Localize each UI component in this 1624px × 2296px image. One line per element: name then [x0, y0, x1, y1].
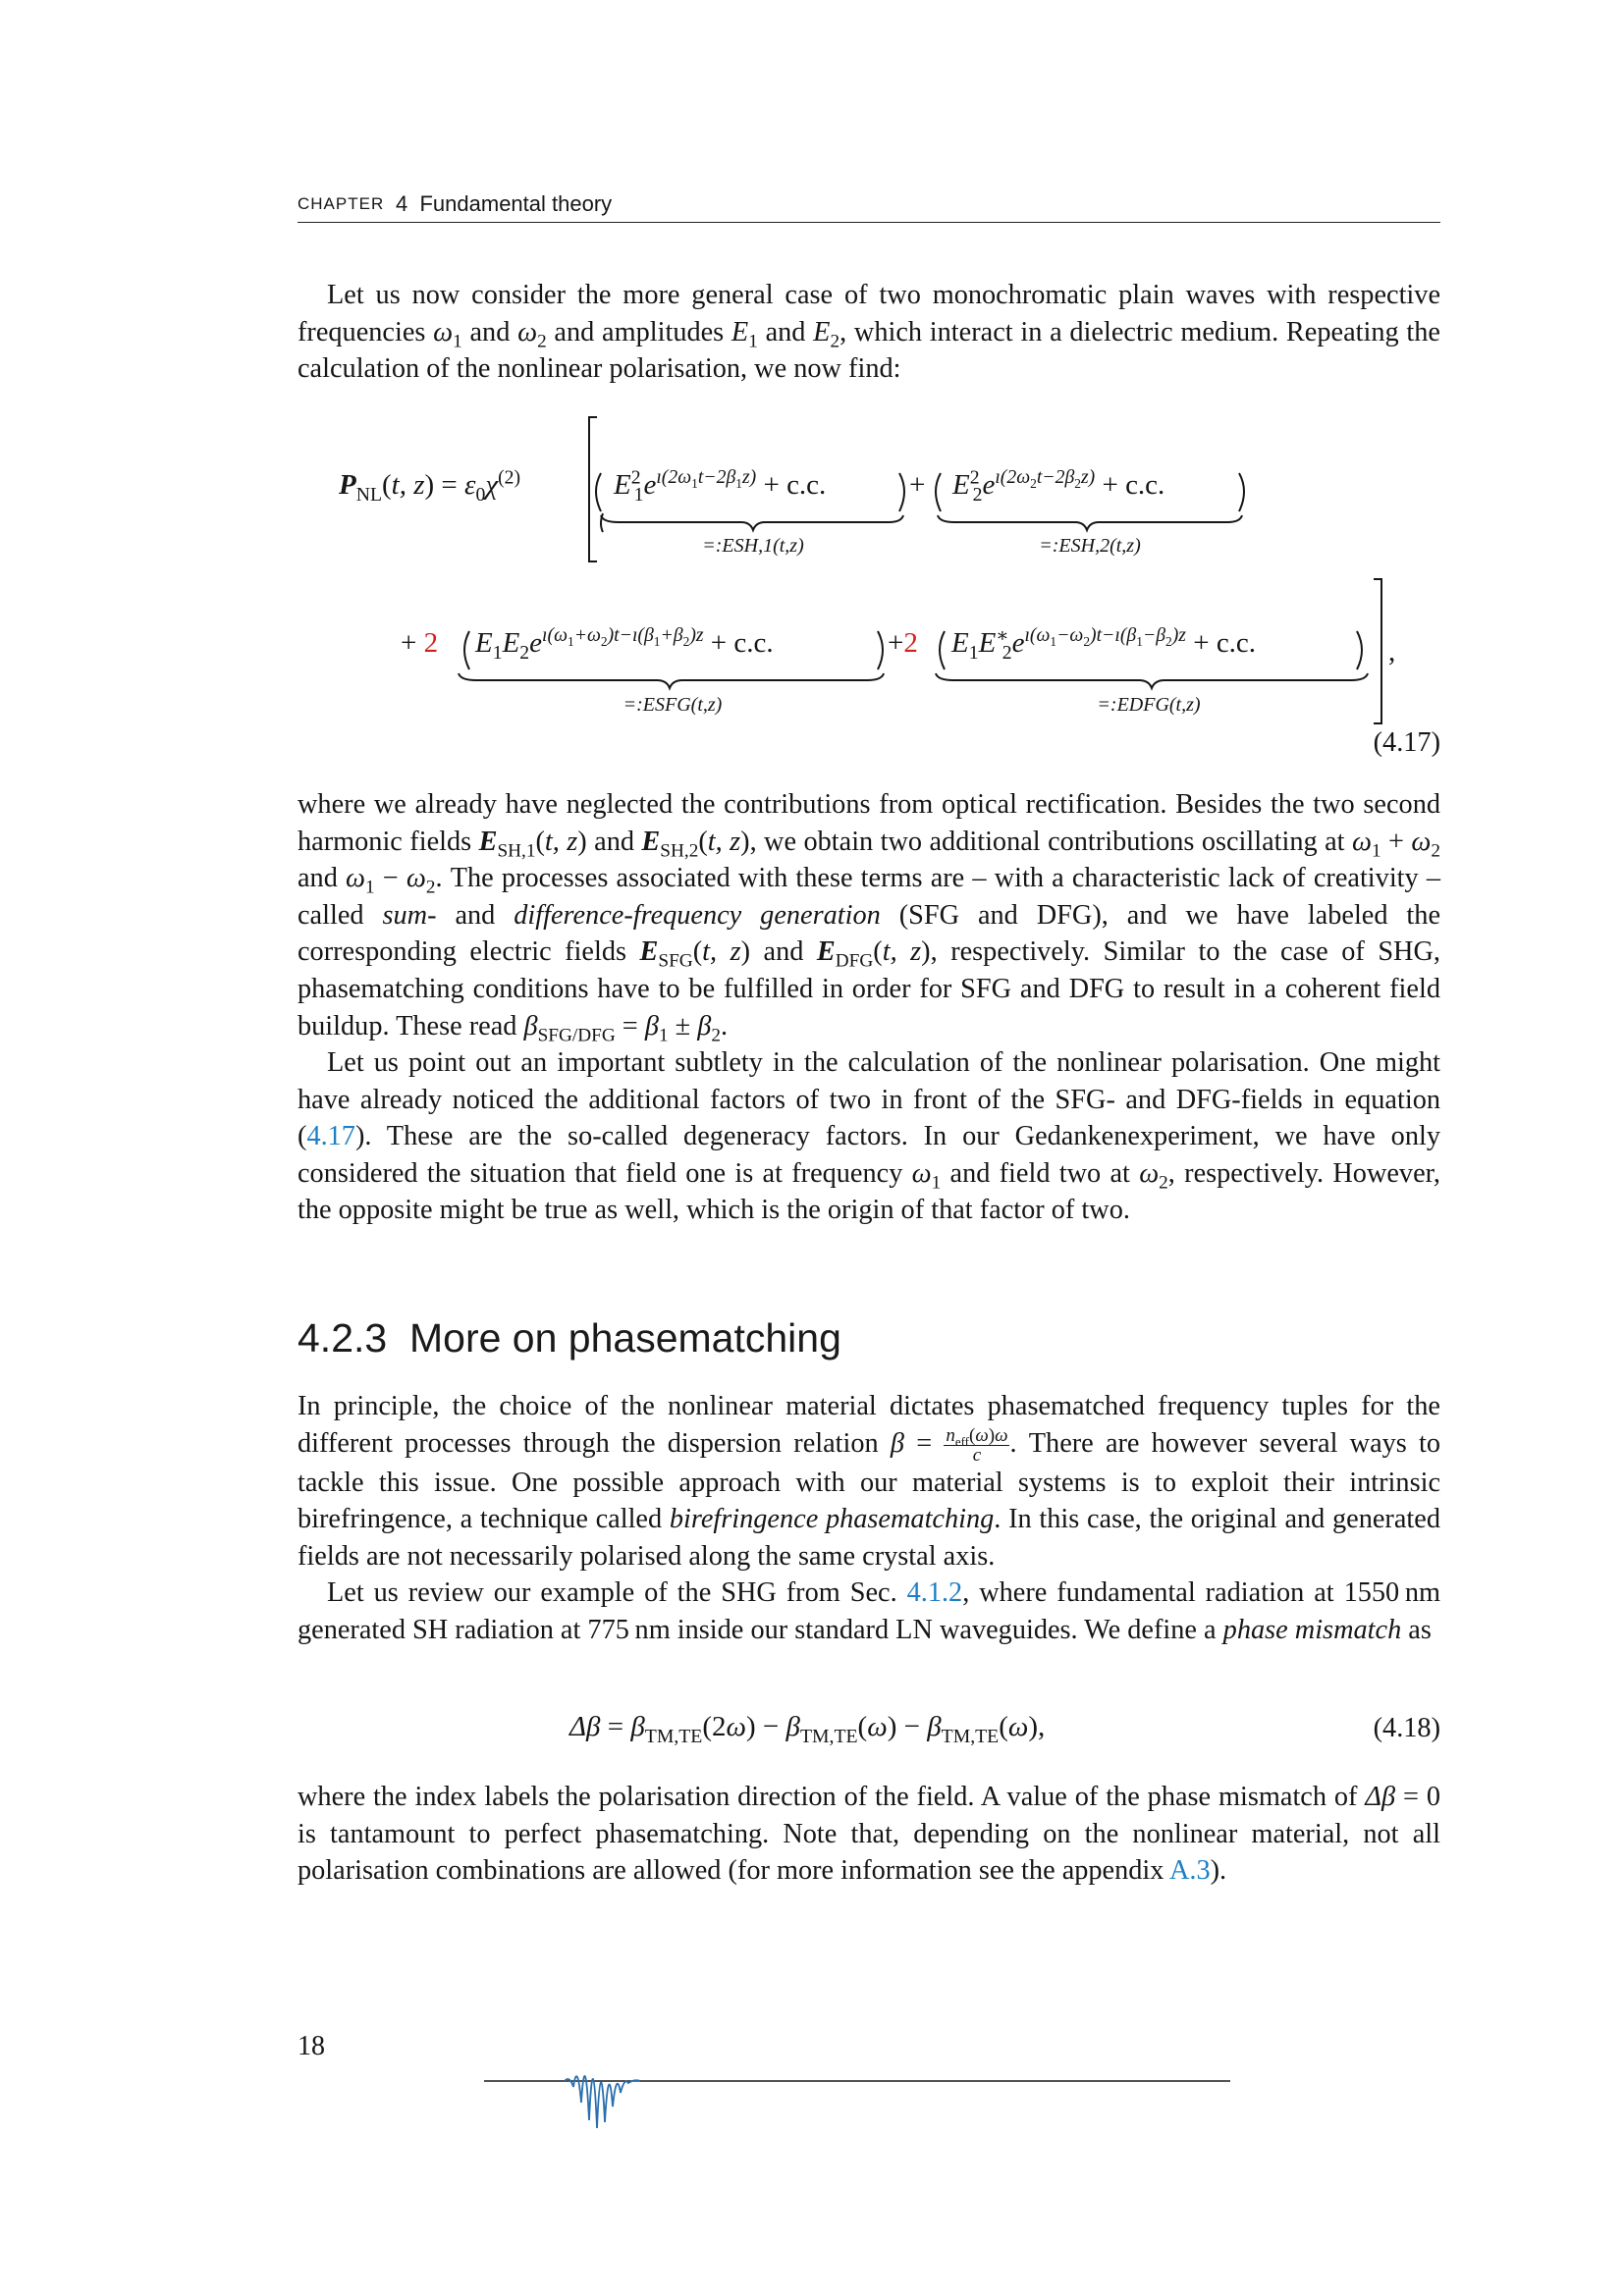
- paragraph-shg-example: Let us review our example of the SHG from Sec. 4.1.2, where fundamental radiation at 1550 nm generated SH radiation at 775 nm inside our standard LN waveguides. We define a phase mismatch as: [298, 1577, 1440, 1645]
- underbrace-label-sfg: =:ESFG(t,z): [623, 694, 723, 716]
- equation-417-line2-plus: + 2: [401, 627, 439, 659]
- link-eq-417[interactable]: 4.17: [306, 1121, 355, 1152]
- equation-417-graphics: [0, 0, 1624, 746]
- equation-plus: +: [909, 469, 926, 501]
- paragraph-intro: Let us now consider the more general case of two monochromatic plain waves with respective frequencies $\omega_1$ and $\omega_2$ and amplitudes $E_1$ and $E_2$, which interact in a dielectric medium. Repeating the calculation of the nonlinear polarisation, we now find:: [298, 280, 1440, 385]
- paragraph-sfg-dfg: where we already have neglected the contributions from optical rectification. Besides the two second harmonic fields $E_{SH,1}(t$, z) and $E_{SH,2}(t$, z), we obtain two additional contributions oscillating at $\omega_1 + \omega_2$ and $\omega_1 - \omega_2$. The processes associated with these terms are – with a characteristic lack of creativity – called sum- and difference-frequency generation (SFG and DFG), and we have labeled the corresponding electric fields $E_{SFG}(t$, z) and $E_{DFG}(t$, z), respectively. Similar to the case of SHG, phasematching conditions have to be fulfilled in order for SFG and DFG to result in a coherent field buildup. These read $\beta_{SFG/DFG} = \beta_1 \pm \beta_2$.: [298, 789, 1441, 1046]
- equation-term-sh2: $E^2_2e^{ı(2\omega_2t-2\beta_2z)} + c.c$.: [952, 466, 1165, 506]
- link-sec-412[interactable]: 4.1.2: [906, 1577, 963, 1608]
- term-sum: sum-: [382, 899, 437, 931]
- equation-number-417: (4.17): [1373, 727, 1440, 758]
- equation-term-dfg: $E_1E^∗_2e^{ı(\omega_1-\omega_2)t-ı(\beta_1-\beta_2)z} + c.c$.: [951, 624, 1257, 664]
- paragraph-mismatch: where the index labels the polarisation direction of the field. A value of the phase mismatch of Δβ = 0 is tantamount to perfect phasematching. Note that, depending on the nonlinear material, not all polarisation combinations are allowed (for more information see the appendix A.3).: [298, 1782, 1441, 1887]
- underbrace-label-sh2: =:ESH,2(t,z): [1039, 535, 1141, 557]
- term-phase-mismatch: phase mismatch: [1222, 1614, 1402, 1645]
- section-heading: 4.2.3 More on phasematching: [298, 1315, 841, 1361]
- underbrace-label-dfg: =:EDFG(t,z): [1097, 694, 1201, 716]
- footer-wave-decoration: [0, 2012, 1624, 2150]
- equation-term-sh1: $E^2_1e^{ı(2\omega_1t-2\beta_1z)} + c.c$.: [614, 466, 827, 506]
- term-birefringence: birefringence phasematching: [669, 1504, 995, 1535]
- equation-term-sfg: $E_1E_2e^{ı(\omega_1+\omega_2)t-ı(\beta_1+\beta_2)z} + c.c$.: [475, 624, 774, 664]
- equation-comma: ,: [1388, 636, 1396, 667]
- equation-number-418: (4.18): [1373, 1713, 1440, 1743]
- link-appendix-a3[interactable]: A.3: [1168, 1855, 1211, 1887]
- equation-417-line1: $P_{NL}(t$, $z) = \varepsilon_0\chi^{(2)}$: [339, 466, 521, 506]
- chapter-label: CHAPTER: [298, 194, 385, 213]
- page-number: 18: [298, 2031, 325, 2061]
- term-dfg: difference-frequency generation: [514, 899, 881, 931]
- paragraph-birefringence: In principle, the choice of the nonlinear material dictates phasematched frequency tuples for the different processes through the dispersion relation β = $\frac{n_{eff}(\omega)\omega}{c}$ . There are however several ways to tackle this issue. One possible approach with our material systems is to exploit their intrinsic birefringence, a technique called birefringence phasematching. In this case, the original and generated fields are not necessarily polarised along the same crystal axis.: [298, 1391, 1441, 1572]
- fraction-dispersion: $\frac{n_{eff}(\omega)\omega}{c}$: [946, 1424, 1008, 1466]
- underbrace-label-sh1: =:ESH,1(t,z): [702, 535, 804, 557]
- chapter-title: 4 Fundamental theory: [396, 191, 613, 216]
- equation-plus-2: +2: [888, 627, 918, 659]
- paragraph-degeneracy: Let us point out an important subtlety in the calculation of the nonlinear polarisation. One might have already noticed the additional factors of two in front of the SFG- and DFG-fields in equation (4.17). These are the so-called degeneracy factors. In our Gedankenexperiment, we have only considered the situation that field one is at frequency $\omega_1$ and field two at $\omega_2$, respectively. However, the opposite might be true as well, which is the origin of that factor of two.: [298, 1047, 1441, 1226]
- equation-418: $\Delta\beta = \beta_{TM,TE}(2\omega) - \beta_{TM,TE}(\omega) - \beta_{TM,TE}(\omega)$,: [569, 1711, 1046, 1747]
